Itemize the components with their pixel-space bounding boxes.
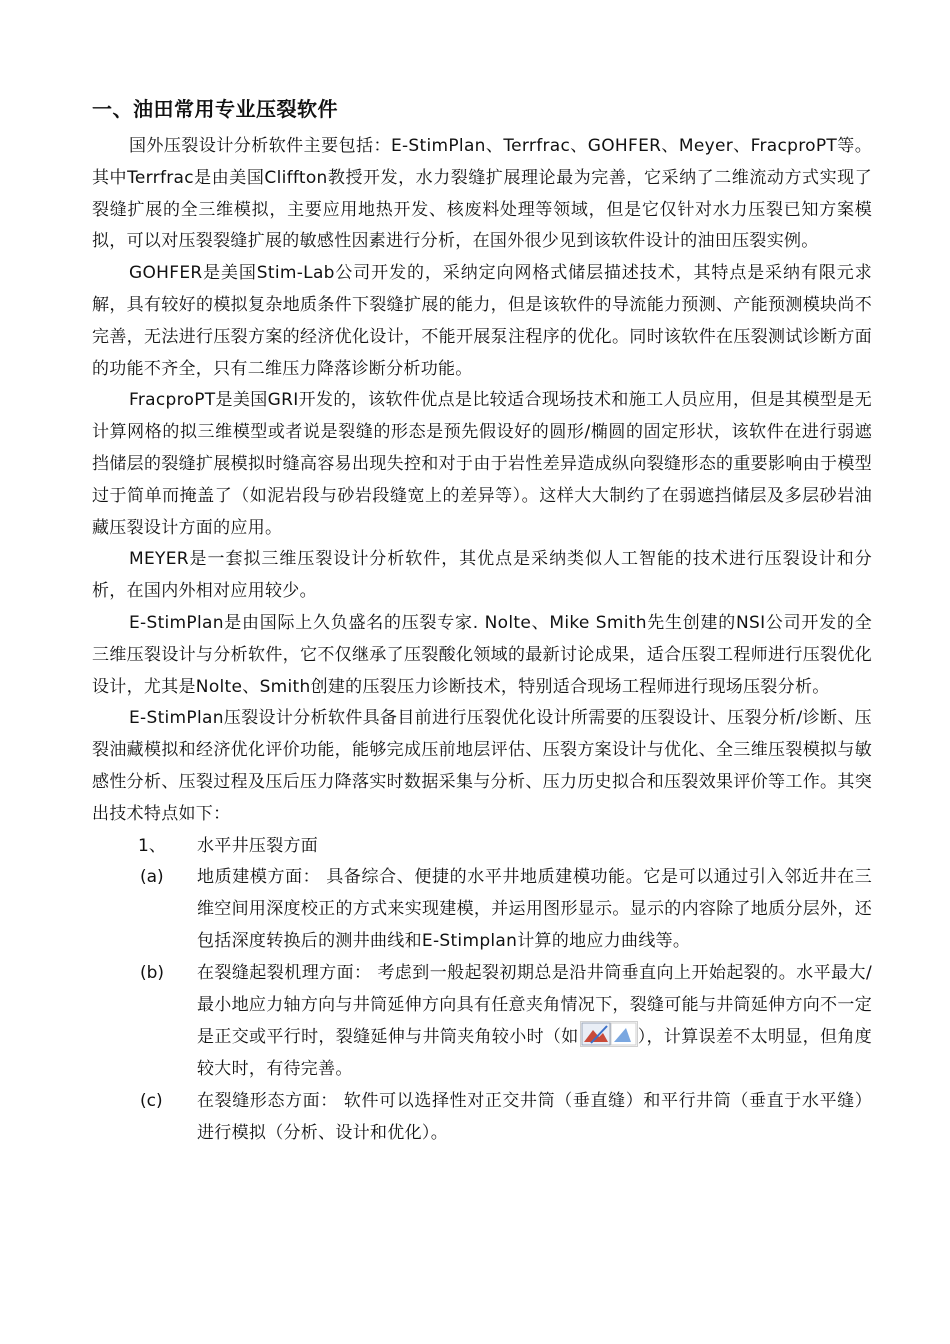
section-heading: 一、油田常用专业压裂软件	[92, 97, 338, 121]
list-item-fracture-initiation	[92, 958, 872, 1086]
broken-image-icon	[580, 1021, 638, 1047]
list-letter: (a)	[140, 867, 164, 888]
paragraph-meyer: MEYER是一套拟三维压裂设计分析软件，其优点是采纳类似人工智能的技术进行压裂设计和分析，在国内外相对应用较少。	[92, 549, 872, 602]
list-item-text-after: ），计算误差不太明显，但角度较大时，有待完善。	[197, 1027, 872, 1080]
paragraph-overview: 国外压裂设计分析软件主要包括：E-StimPlan、Terrfrac、GOHFER、Meyer、FracproPT等。其中Terrfrac是由美国Cliffton教授开发，水力裂缝扩展理论最为完善，它采纳了二维流动方式实现了裂缝扩展的全三维模拟，主要应用地热开发、核废料处理等领域，但是它仅针对水力压裂已知方案模拟，可以对压裂裂缝扩展的敏感性因素进行分析，在国外很少见到该软件设计的油田压裂实例。	[92, 136, 872, 252]
list-item-text: 在裂缝形态方面： 软件可以选择性对正交井筒（垂直缝）和平行井筒（垂直于水平缝）进行模拟（分析、设计和优化）。	[197, 1090, 872, 1143]
list-item-geologic-modeling	[92, 862, 872, 957]
list-item-text	[197, 958, 872, 1086]
paragraph-gohfer: GOHFER是美国Stim-Lab公司开发的，采纳定向网格式储层描述技术，其特点是采纳有限元求解，具有较好的模拟复杂地质条件下裂缝扩展的能力，但是该软件的导流能力预测、产能预测模块尚不完善，无法进行压裂方案的经济优化设计，不能开展泵注程序的优化。同时该软件在压裂测试诊断方面的功能不齐全，只有二维压力降落诊断分析功能。	[92, 263, 872, 379]
list-item-horizontal-well	[92, 831, 872, 863]
list-letter: (c)	[140, 1090, 163, 1111]
paragraph-estimplan: E-StimPlan是由国际上久负盛名的压裂专家. Nolte、Mike Smith先生创建的NSI公司开发的全三维压裂设计与分析软件，它不仅继承了压裂酸化领域的最新讨论成果，适合压裂工程师进行压裂优化设计，尤其是Nolte、Smith创建的压裂压力诊断技术，特别适合现场工程师进行现场压裂分析。	[92, 612, 872, 697]
list-item-text-before: 在裂缝起裂机理方面： 考虑到一般起裂初期总是沿井筒垂直向上开始起裂的。水平最大/最小地应力轴方向与井筒延伸方向具有任意夹角情况下，裂缝可能与井筒延伸方向不一定是正交或平行时，裂缝延伸与井筒夹角较小时（如	[197, 962, 872, 1048]
list-item-fracture-shape	[92, 1086, 872, 1150]
list-letter: (b)	[140, 962, 165, 983]
paragraph-fracpropt: FracproPT是美国GRI开发的，该软件优点是比较适合现场技术和施工人员应用，但是其模型是无计算网格的拟三维模型或者说是裂缝的形态是预先假设好的圆形/椭圆的固定形状，该软件在进行弱遮挡储层的裂缝扩展模拟时缝高容易出现失控和对于由于岩性差异造成纵向裂缝形态的重要影响由于模型过于简单而掩盖了（如泥岩段与砂岩段缝宽上的差异等）。这样大大制约了在弱遮挡储层及多层砂岩油藏压裂设计方面的应用。	[92, 390, 872, 538]
paragraph-estimplan-features: E-StimPlan压裂设计分析软件具备目前进行压裂优化设计所需要的压裂设计、压裂分析/诊断、压裂油藏模拟和经济优化评价功能，能够完成压前地层评估、压裂方案设计与优化、全三维压裂模拟与敏感性分析、压裂过程及压后压力降落实时数据采集与分析、压力历史拟合和压裂效果评价等工作。其突出技术特点如下：	[92, 708, 872, 824]
list-item-text: 地质建模方面： 具备综合、便捷的水平井地质建模功能。它是可以通过引入邻近井在三维空间用深度校正的方式来实现建模，并运用图形显示。显示的内容除了地质分层外，还包括深度转换后的测井曲线和E-Stimplan计算的地应力曲线等。	[197, 867, 872, 951]
list-item-text: 水平井压裂方面	[197, 835, 319, 856]
list-number: 1、	[138, 835, 166, 856]
document-page	[92, 94, 872, 1150]
